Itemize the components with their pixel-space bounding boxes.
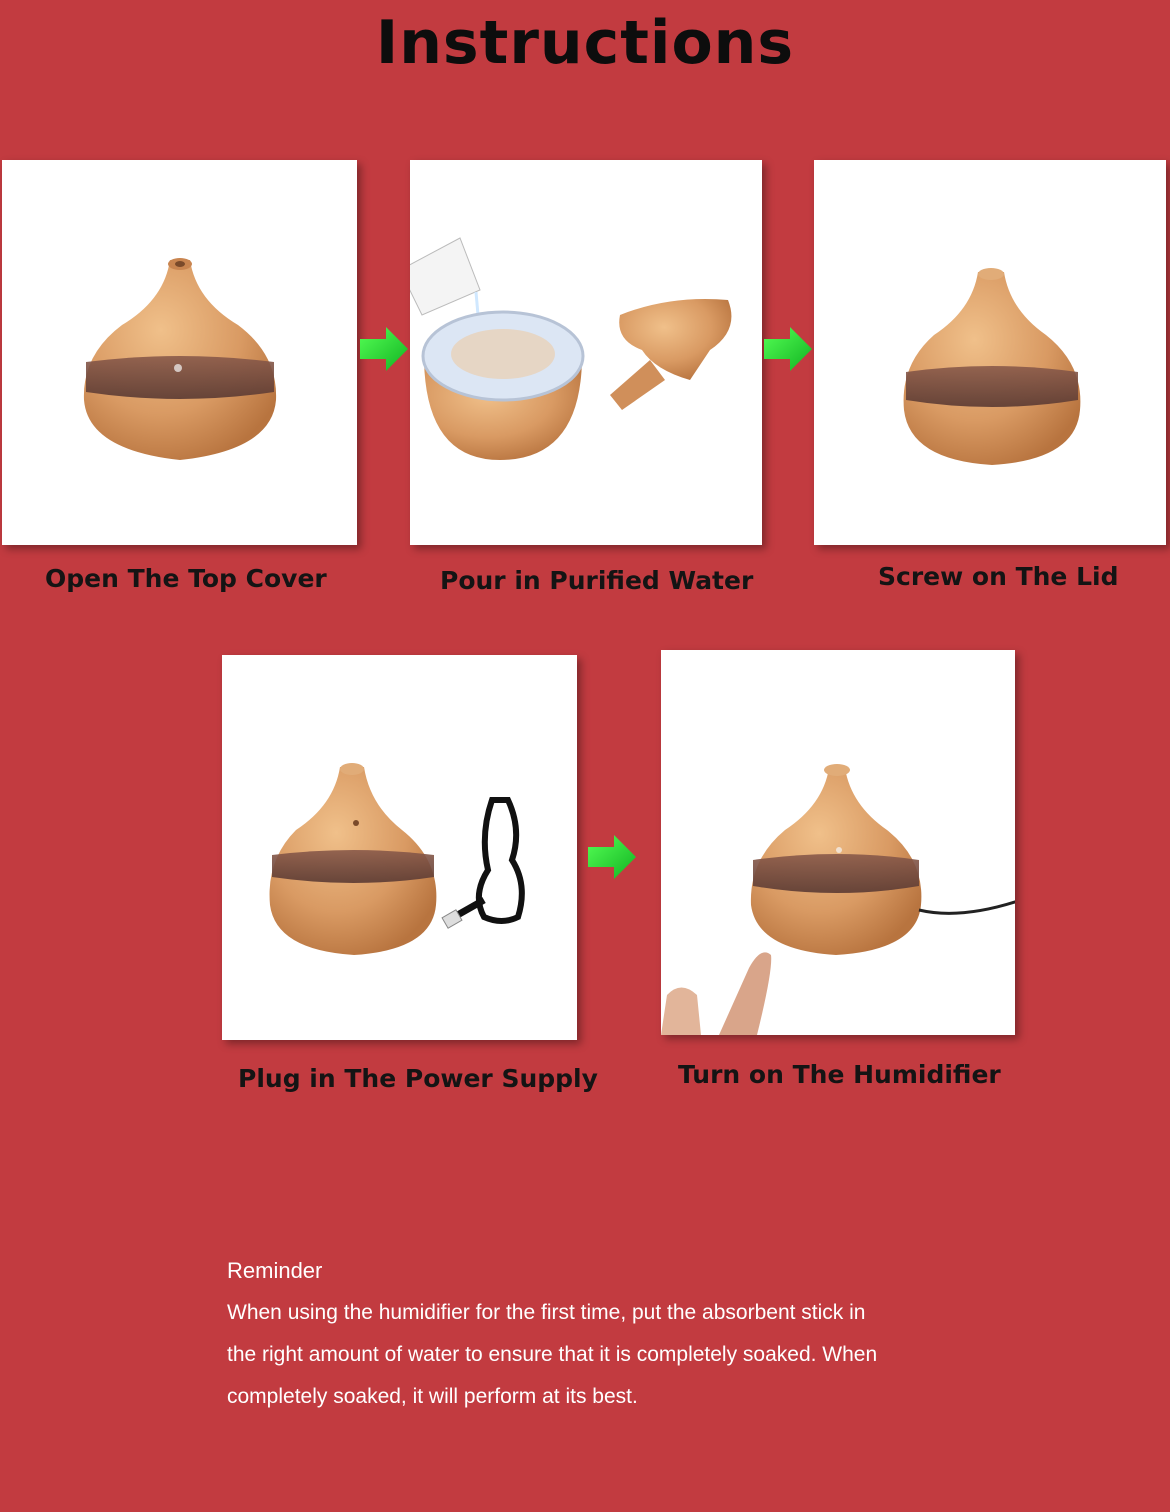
step-5-label: Turn on The Humidifier: [678, 1060, 1001, 1089]
reminder-text-line: completely soaked, it will perform at its best.: [227, 1385, 638, 1408]
step-2-label: Pour in Purified Water: [440, 566, 754, 595]
pour-water-image: [410, 160, 762, 545]
reminder-text-line: When using the humidifier for the first time, put the absorbent stick in: [227, 1301, 866, 1324]
diffuser-open-image: [2, 160, 357, 545]
step-4-image: [222, 655, 577, 1040]
diffuser-closed-image: [814, 160, 1166, 545]
step-1-label: Open The Top Cover: [45, 564, 327, 593]
step-1-image: [2, 160, 357, 545]
reminder-section: [227, 1250, 1007, 1418]
diffuser-with-cable-image: [222, 655, 577, 1040]
step-2-image: [410, 160, 762, 545]
reminder-text-line: the right amount of water to ensure that it is completely soaked. When: [227, 1343, 878, 1366]
step-5-image: [661, 650, 1015, 1035]
diffuser-turn-on-image: [661, 650, 1015, 1035]
step-3-label: Screw on The Lid: [878, 562, 1119, 591]
reminder-title: Reminder: [227, 1258, 323, 1283]
step-4-label: Plug in The Power Supply: [238, 1064, 598, 1093]
page-title: Instructions: [375, 8, 795, 78]
arrow-right-icon: [762, 325, 814, 373]
arrow-right-icon: [358, 325, 410, 373]
step-3-image: [814, 160, 1166, 545]
arrow-right-icon: [586, 833, 638, 881]
